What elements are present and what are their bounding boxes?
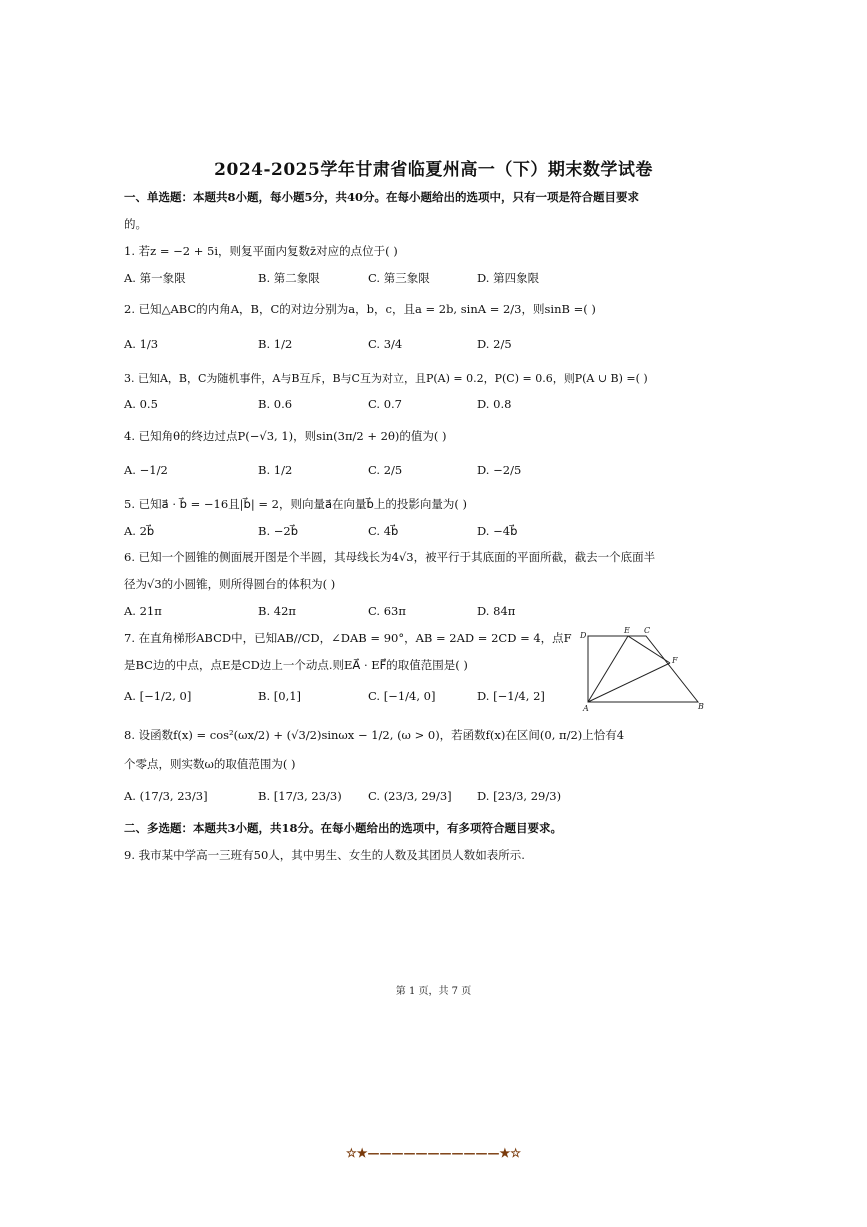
question-7-stem-line2: 是BC边的中点，点E是CD边上一个动点.则EA⃗ · EF⃗的取值范围是( ) bbox=[124, 658, 468, 672]
q4-option-c: C. 2/5 bbox=[368, 463, 403, 477]
q7-option-a: A. [−1/2, 0] bbox=[124, 689, 192, 703]
q3-option-a: A. 0.5 bbox=[124, 397, 158, 411]
bottom-decoration: ☆★———————————★☆ bbox=[345, 1146, 522, 1160]
q8-option-d: D. [23/3, 29/3) bbox=[477, 789, 562, 803]
q7-option-c: C. [−1/4, 0] bbox=[368, 689, 436, 703]
question-5-stem: 5. 已知a⃗ · b⃗ = −16且|b⃗| = 2，则向量a⃗在向量b⃗上的投影向量为( ) bbox=[124, 497, 467, 511]
q3-option-d: D. 0.8 bbox=[477, 397, 512, 411]
question-2-stem: 2. 已知△ABC的内角A，B，C的对边分别为a，b，c，且a = 2b, sinA = 2/3，则sinB =( ) bbox=[124, 302, 596, 316]
q6-option-c: C. 63π bbox=[368, 604, 406, 618]
label-d: D bbox=[580, 631, 587, 640]
q6-option-b: B. 42π bbox=[258, 604, 296, 618]
question-7-stem-line1: 7. 在直角梯形ABCD中，已知AB//CD，∠DAB = 90°，AB = 2AD = 2CD = 4，点F bbox=[124, 631, 572, 645]
trapezoid-figure bbox=[578, 626, 708, 712]
question-6-stem-line1: 6. 已知一个圆锥的侧面展开图是个半圆，其母线长为4√3，被平行于其底面的平面所截，截去一个底面半 bbox=[124, 550, 656, 564]
q8-option-a: A. (17/3, 23/3] bbox=[124, 789, 208, 803]
section1-heading-cont: 的。 bbox=[124, 217, 147, 231]
question-1-stem: 1. 若z = −2 + 5i，则复平面内复数z̄对应的点位于( ) bbox=[124, 244, 398, 258]
q4-option-d: D. −2/5 bbox=[477, 463, 522, 477]
q2-option-c: C. 3/4 bbox=[368, 337, 403, 351]
q3-option-b: B. 0.6 bbox=[258, 397, 293, 411]
label-c: C bbox=[644, 626, 651, 635]
q1-option-c: C. 第三象限 bbox=[368, 271, 430, 285]
q2-option-d: D. 2/5 bbox=[477, 337, 512, 351]
label-f: F bbox=[672, 656, 678, 665]
q7-option-d: D. [−1/4, 2] bbox=[477, 689, 545, 703]
question-3-stem: 3. 已知A，B，C为随机事件，A与B互斥，B与C互为对立，且P(A) = 0.2，P(C) = 0.6，则P(A ∪ B) =( ) bbox=[124, 372, 648, 385]
page-title: 2024-2025学年甘肃省临夏州高一（下）期末数学试卷 bbox=[214, 160, 653, 180]
label-a: A bbox=[583, 704, 589, 712]
q2-option-b: B. 1/2 bbox=[258, 337, 293, 351]
label-e: E bbox=[624, 626, 630, 635]
section1-heading: 一、单选题：本题共8小题，每小题5分，共40分。在每小题给出的选项中，只有一项是符合题目要求 bbox=[124, 190, 640, 204]
q8-option-c: C. (23/3, 29/3] bbox=[368, 789, 452, 803]
q3-option-c: C. 0.7 bbox=[368, 397, 402, 411]
q4-option-a: A. −1/2 bbox=[124, 463, 168, 477]
label-b: B bbox=[698, 702, 704, 711]
q4-option-b: B. 1/2 bbox=[258, 463, 293, 477]
q6-option-a: A. 21π bbox=[124, 604, 162, 618]
q6-option-d: D. 84π bbox=[477, 604, 516, 618]
q5-option-a: A. 2b⃗ bbox=[124, 524, 155, 538]
q2-option-a: A. 1/3 bbox=[124, 337, 159, 351]
q1-option-d: D. 第四象限 bbox=[477, 271, 540, 285]
q7-option-b: B. [0,1] bbox=[258, 689, 302, 703]
question-8-stem-line1: 8. 设函数f(x) = cos²(ωx/2) + (√3/2)sinωx − 1/2, (ω > 0)，若函数f(x)在区间(0, π/2)上恰有4 bbox=[124, 728, 625, 742]
q8-option-b: B. [17/3, 23/3) bbox=[258, 789, 342, 803]
question-6-stem-line2: 径为√3的小圆锥，则所得圆台的体积为( ) bbox=[124, 577, 336, 591]
q1-option-b: B. 第二象限 bbox=[258, 271, 320, 285]
question-8-stem-line2: 个零点，则实数ω的取值范围为( ) bbox=[124, 757, 296, 771]
q5-option-d: D. −4b⃗ bbox=[477, 524, 518, 538]
page-footer: 第 1 页，共 7 页 bbox=[395, 986, 472, 997]
section2-heading: 二、多选题：本题共3小题，共18分。在每小题给出的选项中，有多项符合题目要求。 bbox=[124, 821, 563, 835]
q5-option-b: B. −2b⃗ bbox=[258, 524, 299, 538]
question-9-stem: 9. 我市某中学高一三班有50人，其中男生、女生的人数及其团员人数如表所示. bbox=[124, 848, 525, 862]
question-4-stem: 4. 已知角θ的终边过点P(−√3, 1)，则sin(3π/2 + 2θ)的值为( ) bbox=[124, 429, 447, 443]
q5-option-c: C. 4b⃗ bbox=[368, 524, 399, 538]
q1-option-a: A. 第一象限 bbox=[124, 271, 186, 285]
